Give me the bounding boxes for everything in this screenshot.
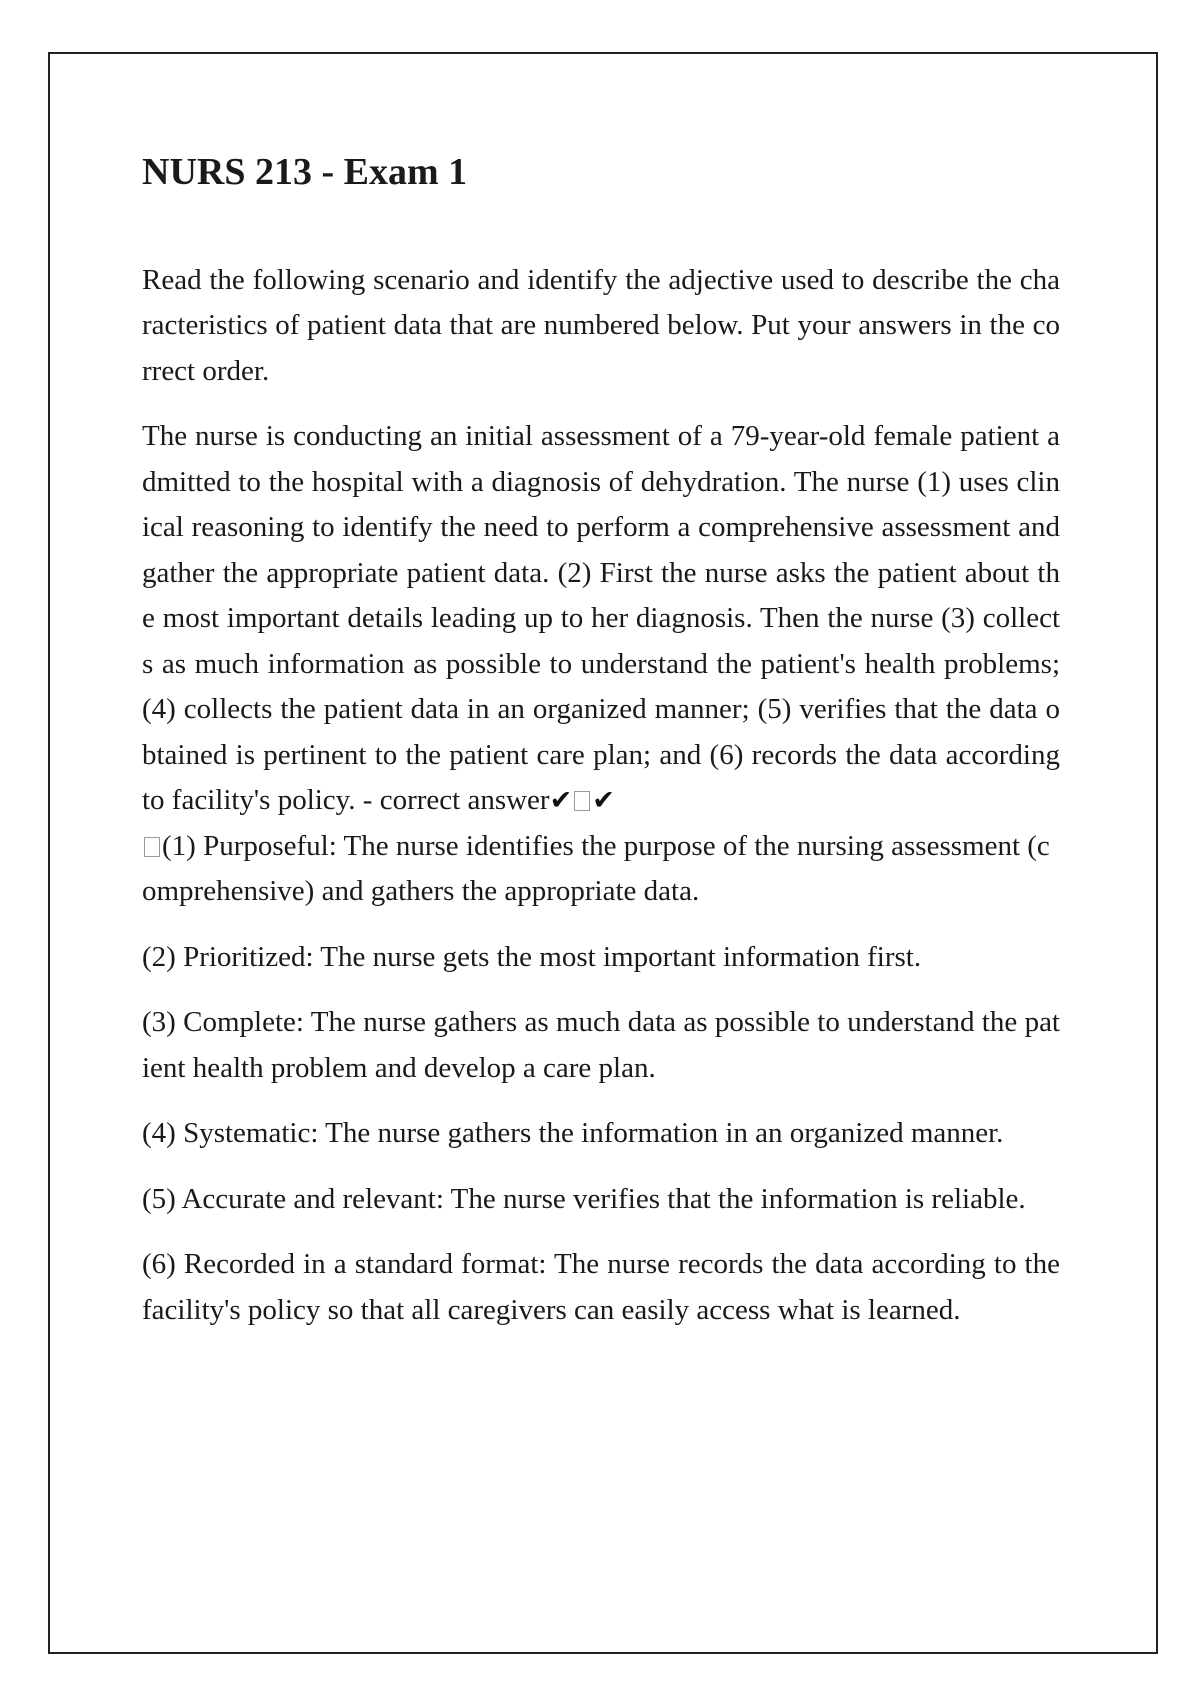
- document-body: [142, 150, 1060, 1333]
- answer-item: (5) Accurate and relevant: The nurse verifies that the information is reliable.: [142, 1182, 1026, 1215]
- checkmark-icon: ✔: [549, 785, 573, 817]
- missing-glyph-box-icon: [574, 791, 590, 811]
- scenario-paragraph: [142, 414, 1060, 824]
- answer-item: (2) Prioritized: The nurse gets the most important information first.: [142, 940, 922, 973]
- answer-item: (4) Systematic: The nurse gathers the information in an organized manner.: [142, 1117, 1004, 1150]
- checkmark-icon: ✔: [592, 785, 615, 817]
- answer-item: [142, 824, 1060, 915]
- document-title: NURS 213 - Exam 1: [142, 151, 468, 193]
- answer-item: (6) Recorded in a standard format: The nurse records the data according to the facility's policy so that all caregivers can easily access what is learned.: [142, 1248, 1060, 1326]
- missing-glyph-box-icon: [144, 837, 160, 857]
- answer-item: (3) Complete: The nurse gathers as much data as possible to understand the patient health problem and develop a care plan.: [142, 1006, 1060, 1084]
- intro-paragraph: Read the following scenario and identify the adjective used to describe the characteristics of patient data that are numbered below. Put your answers in the correct order.: [142, 263, 1060, 387]
- scenario-text: The nurse is conducting an initial assessment of a 79-year-old female patient admitted to the hospital with a diagnosis of dehydration. The nurse (1) uses clinical reasoning to identify the need to perform a comprehensive assessment and gather the appropriate patient data. (2) First the nurse asks the patient about the most important details leading up to her diagnosis. Then the nurse (3) collects as much information as possible to understand the patient's health problems; (4) collects the patient data in an organized manner; (5) verifies that the data obtained is pertinent to the patient care plan; and (6) records the data according to facility's policy. - correct answer: [142, 420, 1060, 817]
- answer-text: (1) Purposeful: The nurse identifies the purpose of the nursing assessment (comprehensive) and gathers the appropriate data.: [142, 829, 1050, 908]
